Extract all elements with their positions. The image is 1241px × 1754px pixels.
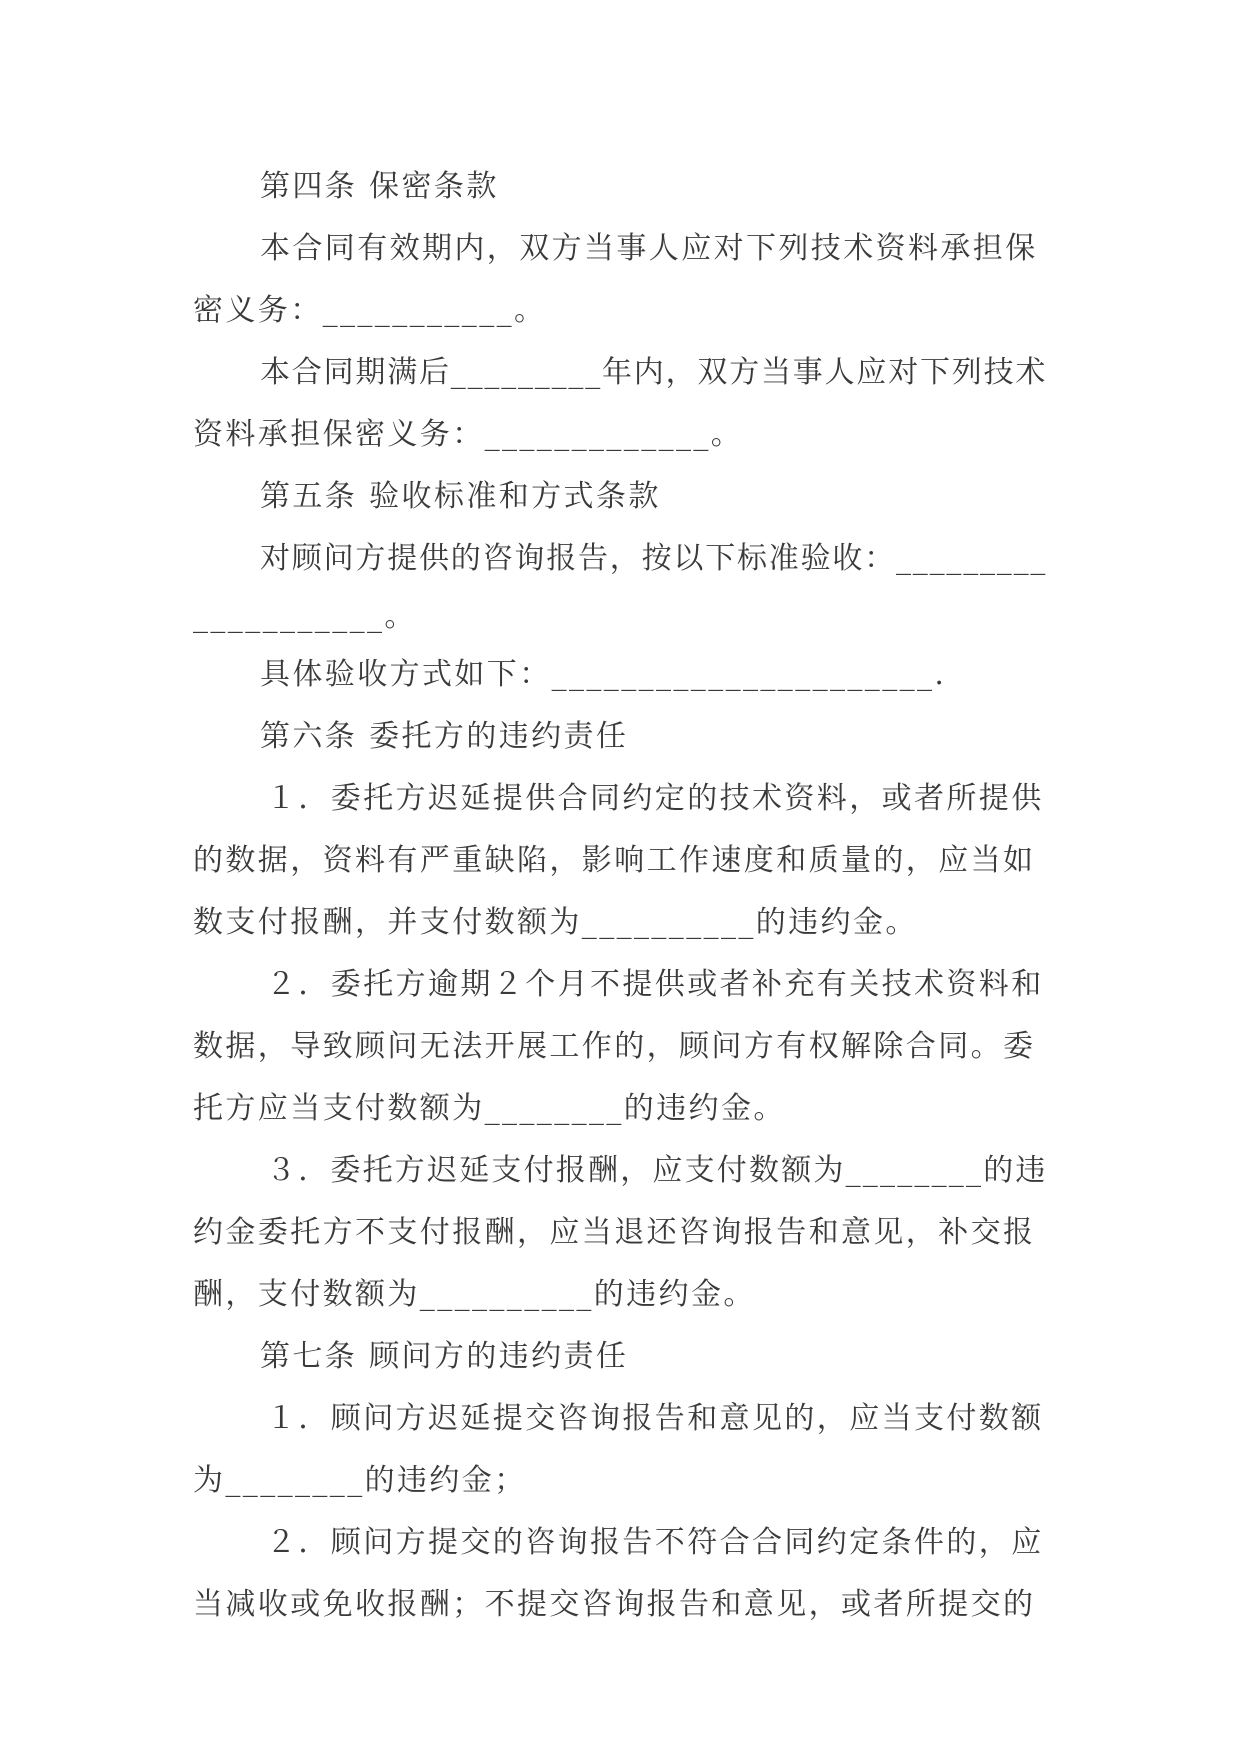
article-7-heading: 第七条 顾问方的违约责任	[260, 1339, 629, 1374]
article-6-heading: 第六条 委托方的违约责任	[260, 719, 629, 754]
article-6-item-2-cont-1: 数据，导致顾问无法开展工作的，顾问方有权解除合同。委	[193, 1029, 1036, 1064]
article-7-item-2: ２．顾问方提交的咨询报告不符合合同约定条件的，应	[266, 1525, 1044, 1560]
article-6-item-1-cont-1: 的数据，资料有严重缺陷，影响工作速度和质量的，应当如	[193, 843, 1036, 878]
article-4-paragraph-1-cont: 密义务：___________。	[193, 293, 547, 328]
article-6-item-3-cont-1: 约金委托方不支付报酬，应当退还咨询报告和意见，补交报	[193, 1215, 1036, 1250]
article-6-item-2-cont-2: 托方应当支付数额为________的违约金。	[193, 1091, 786, 1126]
article-5-paragraph-1: 对顾问方提供的咨询报告，按以下标准验收：_________	[260, 541, 1048, 576]
article-4-paragraph-1: 本合同有效期内，双方当事人应对下列技术资料承担保	[260, 231, 1038, 266]
article-5-heading: 第五条 验收标准和方式条款	[260, 479, 661, 514]
article-4-paragraph-2: 本合同期满后_________年内，双方当事人应对下列技术	[260, 355, 1048, 390]
article-6-item-1-cont-2: 数支付报酬，并支付数额为__________的违约金。	[193, 905, 918, 940]
article-5-paragraph-1-cont: ___________。	[193, 599, 417, 634]
article-7-item-1-cont: 为________的违约金；	[193, 1463, 527, 1498]
article-7-item-1: １．顾问方迟延提交咨询报告和意见的，应当支付数额	[266, 1401, 1044, 1436]
article-4-heading: 第四条 保密条款	[260, 169, 499, 204]
article-4-paragraph-2-cont: 资料承担保密义务：_____________。	[193, 417, 744, 452]
article-6-item-3-cont-2: 酬，支付数额为__________的违约金。	[193, 1277, 756, 1312]
article-6-item-3: ３．委托方迟延支付报酬，应支付数额为________的违	[266, 1153, 1048, 1188]
article-5-paragraph-2: 具体验收方式如下：______________________.	[260, 657, 947, 692]
article-6-item-2: ２．委托方逾期２个月不提供或者补充有关技术资料和	[266, 967, 1044, 1002]
article-7-item-2-cont: 当减收或免收报酬；不提交咨询报告和意见，或者所提交的	[193, 1587, 1036, 1622]
article-6-item-1: １．委托方迟延提供合同约定的技术资料，或者所提供	[266, 781, 1044, 816]
